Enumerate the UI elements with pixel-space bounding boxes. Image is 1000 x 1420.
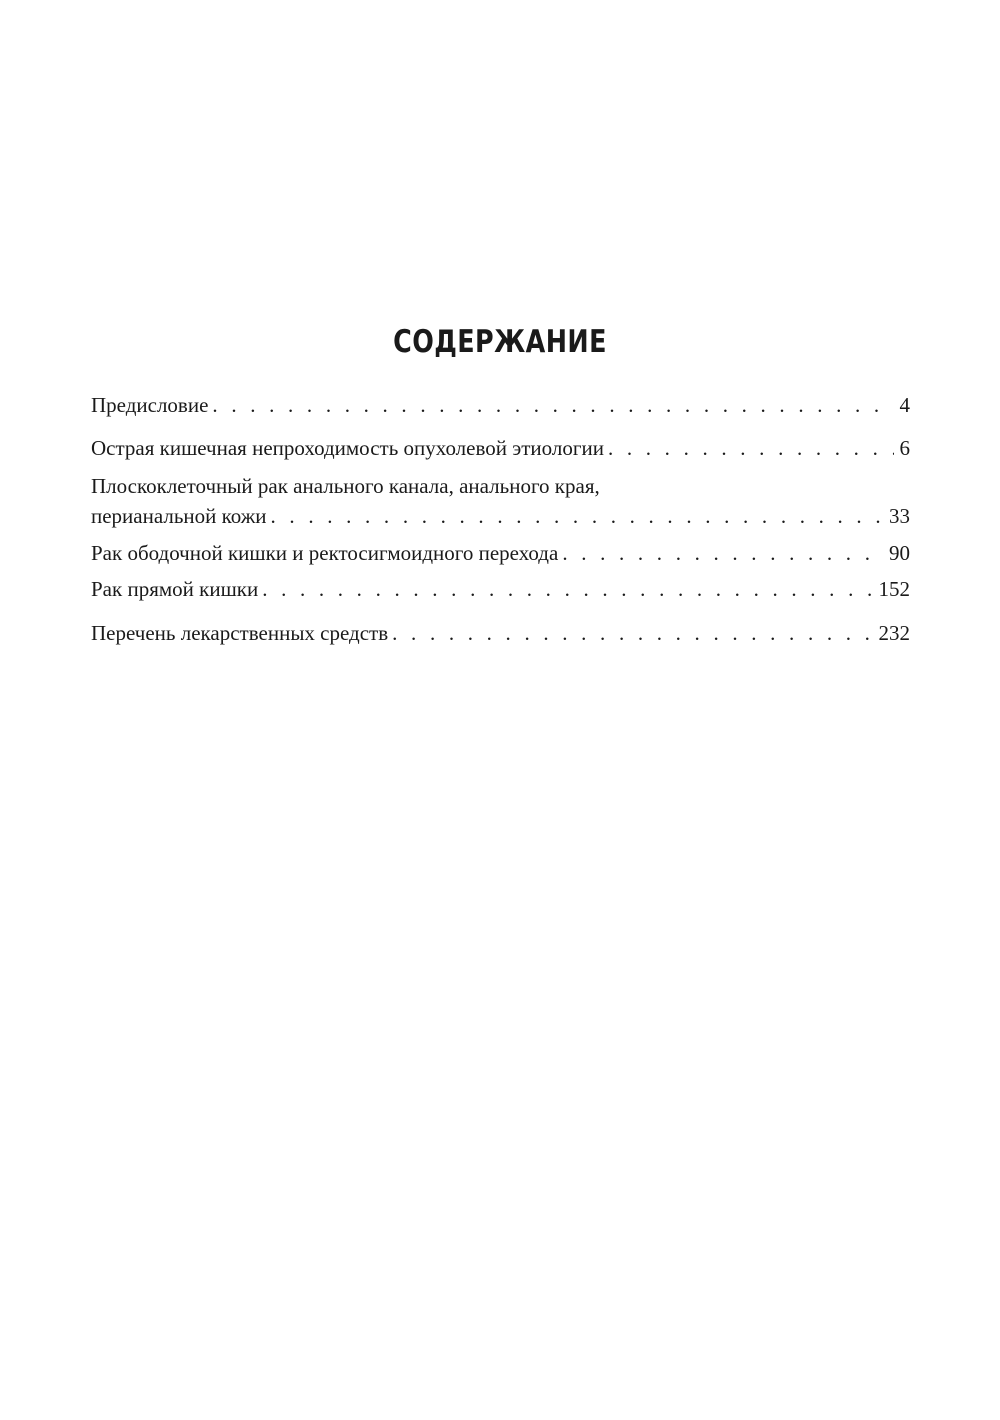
toc-entry-anal-canal-cancer[interactable] (91, 471, 910, 531)
dot-leader (271, 501, 883, 531)
toc-page-number: 90 (889, 541, 910, 565)
toc-entry-title: Острая кишечная непроходимость опухолевой этиологии (91, 436, 604, 460)
dot-leader (392, 618, 872, 648)
toc-entry-title: Рак прямой кишки (91, 577, 259, 601)
toc-entry-title: Рак ободочной кишки и ректосигмоидного перехода (91, 541, 559, 565)
toc-entry-bowel-obstruction[interactable] (91, 433, 910, 463)
page-title: СОДЕРЖАНИЕ (393, 324, 607, 360)
dot-leader (262, 574, 872, 604)
toc-entry-title-line2: перианальной кожи (91, 504, 267, 528)
toc-entry-title: Предисловие (91, 393, 209, 417)
toc-entry-colon-cancer[interactable] (91, 538, 910, 568)
dot-leader (562, 538, 883, 568)
toc-page-number: 6 (899, 436, 910, 460)
table-of-contents (91, 390, 910, 648)
toc-entry-rectal-cancer[interactable] (91, 574, 910, 604)
toc-entry-title-line1: Плоскоклеточный рак анального канала, анального края, (91, 474, 600, 498)
dot-leader (608, 433, 894, 463)
dot-leader (212, 390, 893, 420)
toc-page-number: 152 (878, 577, 910, 601)
toc-entry-title: Перечень лекарственных средств (91, 621, 389, 645)
toc-page-number: 232 (878, 621, 910, 645)
toc-entry-preface[interactable] (91, 390, 910, 420)
toc-page-number: 33 (889, 504, 910, 528)
toc-entry-drug-list[interactable] (91, 618, 910, 648)
toc-page-number: 4 (899, 393, 910, 417)
